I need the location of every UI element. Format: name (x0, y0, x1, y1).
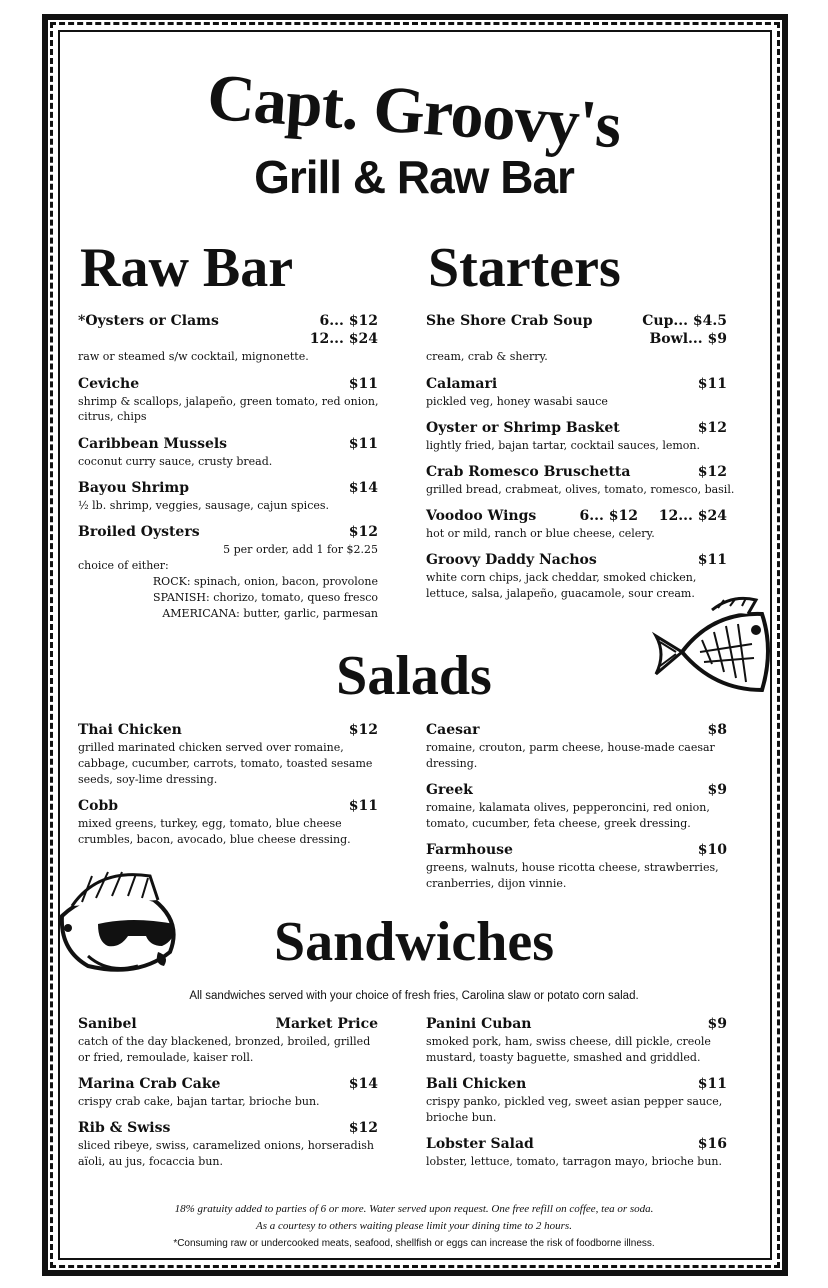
item-name: Cobb (78, 798, 119, 814)
item-description: lettuce, salsa, jalapeño, guacamole, sour cream. (426, 587, 695, 600)
item-name: Ceviche (78, 376, 140, 392)
item-description: catch of the day blackened, bronzed, broiled, grilled (78, 1035, 371, 1048)
item-name: Oyster or Shrimp Basket (426, 420, 620, 436)
item-description: grilled marinated chicken served over romaine, (78, 741, 344, 754)
item-option: ROCK: spinach, onion, bacon, provolone (152, 575, 378, 588)
item-name: Lobster Salad (426, 1136, 534, 1152)
item-price: $11 (697, 552, 727, 568)
item-description: romaine, crouton, parm cheese, house-made caesar (426, 741, 715, 754)
item-description: greens, walnuts, house ricotta cheese, strawberries, (426, 861, 719, 874)
item-price: $12 (697, 464, 727, 480)
item-price: $12 (348, 524, 378, 540)
item-description: lightly fried, bajan tartar, cocktail sauces, lemon. (426, 439, 700, 452)
item-name: Caesar (426, 722, 480, 738)
item-name: Broiled Oysters (78, 524, 200, 540)
item-description: mixed greens, turkey, egg, tomato, blue cheese (78, 817, 342, 830)
item-description: cabbage, cucumber, carrots, tomato, toasted sesame (78, 757, 373, 770)
item-description: brioche bun. (426, 1111, 497, 1124)
item-description: smoked pork, ham, swiss cheese, dill pickle, creole (426, 1035, 711, 1048)
item-price: $9 (707, 782, 727, 798)
item-price: 12... $24 (309, 331, 378, 347)
item-name: *Oysters or Clams (78, 313, 219, 329)
item-name: Voodoo Wings (426, 508, 537, 524)
item-name: Bali Chicken (426, 1076, 527, 1092)
salads-heading: Salads (336, 645, 492, 707)
item-price: Bowl... $9 (649, 331, 727, 347)
item-description: hot or mild, ranch or blue cheese, celery. (426, 527, 655, 540)
item-name: Thai Chicken (78, 722, 182, 738)
item-description: cream, crab & sherry. (426, 350, 548, 363)
item-description: choice of either: (78, 559, 169, 572)
item-name: Bayou Shrimp (78, 480, 190, 496)
item-name: Rib & Swiss (78, 1120, 171, 1136)
item-description: ½ lb. shrimp, veggies, sausage, cajun spices. (78, 499, 330, 512)
item-price: $11 (348, 376, 378, 392)
footer-dining-time-note: As a courtesy to others waiting please limit your dining time to 2 hours. (256, 1220, 572, 1232)
item-description: tomato, cucumber, feta cheese, greek dressing. (426, 817, 691, 830)
item-description: aïoli, au jus, focaccia bun. (78, 1155, 224, 1168)
item-price: $12 (348, 1120, 378, 1136)
item-description: white corn chips, jack cheddar, smoked chicken, (426, 571, 697, 584)
restaurant-subtitle: Grill & Raw Bar (254, 151, 574, 203)
item-name: Groovy Daddy Nachos (426, 552, 597, 568)
item-price: $10 (697, 842, 727, 858)
item-price: Cup... $4.5 (642, 313, 727, 329)
item-description: or fried, remoulade, kaiser roll. (78, 1051, 254, 1064)
item-description: lobster, lettuce, tomato, tarragon mayo, brioche bun. (426, 1155, 723, 1168)
item-description: pickled veg, honey wasabi sauce (426, 395, 608, 408)
item-price: $11 (348, 798, 378, 814)
item-description: seeds, soy-lime dressing. (78, 773, 218, 786)
item-price: $11 (697, 376, 727, 392)
item-price: 6... $12 (579, 508, 638, 524)
item-option: AMERICANA: butter, garlic, parmesan (162, 607, 378, 620)
footer-health-warning: *Consuming raw or undercooked meats, seafood, shellfish or eggs can increase the risk of foodborne illness. (173, 1238, 655, 1249)
item-price: $14 (348, 1076, 378, 1092)
item-description: romaine, kalamata olives, pepperoncini, red onion, (426, 801, 710, 814)
item-name: Farmhouse (426, 842, 513, 858)
item-description: raw or steamed s/w cocktail, mignonette. (78, 350, 309, 363)
sandwiches-heading: Sandwiches (273, 911, 555, 973)
item-description: mustard, toasty baguette, smashed and griddled. (426, 1051, 701, 1064)
item-name: Sanibel (78, 1016, 137, 1032)
raw-bar-heading: Raw Bar (80, 237, 294, 299)
item-price: $12 (697, 420, 727, 436)
item-description: grilled bread, crabmeat, olives, tomato, romesco, basil. (426, 483, 735, 496)
item-name: Crab Romesco Bruschetta (426, 464, 631, 480)
item-description: sliced ribeye, swiss, caramelized onions, horseradish (78, 1139, 374, 1152)
item-price: $12 (348, 722, 378, 738)
item-price: $14 (348, 480, 378, 496)
item-price-note: 5 per order, add 1 for $2.25 (223, 543, 378, 556)
item-price: $11 (348, 436, 378, 452)
item-description: citrus, chips (78, 410, 147, 423)
item-name: She Shore Crab Soup (426, 313, 593, 329)
item-price: $8 (707, 722, 727, 738)
item-description: crispy crab cake, bajan tartar, brioche bun. (78, 1095, 320, 1108)
item-price: Market Price (275, 1016, 378, 1032)
item-description: cranberries, dijon vinnie. (426, 877, 567, 890)
item-price: $11 (697, 1076, 727, 1092)
item-price: 6... $12 (319, 313, 378, 329)
item-description: dressing. (426, 757, 478, 770)
restaurant-name: Capt. Groovy's (205, 60, 623, 163)
item-description: crumbles, bacon, avocado, blue cheese dressing. (78, 833, 351, 846)
item-option: SPANISH: chorizo, tomato, queso fresco (153, 591, 378, 604)
item-name: Panini Cuban (426, 1016, 532, 1032)
item-price: $16 (697, 1136, 727, 1152)
starters-heading: Starters (428, 237, 621, 299)
item-price: $9 (707, 1016, 727, 1032)
item-name: Greek (426, 782, 473, 798)
item-name: Caribbean Mussels (78, 436, 228, 452)
item-price: 12... $24 (658, 508, 727, 524)
sandwiches-note: All sandwiches served with your choice of fresh fries, Carolina slaw or potato corn salad. (189, 990, 639, 1002)
item-name: Calamari (426, 376, 498, 392)
item-description: coconut curry sauce, crusty bread. (78, 455, 273, 468)
item-description: shrimp & scallops, jalapeño, green tomato, red onion, (78, 395, 379, 408)
item-description: crispy panko, pickled veg, sweet asian pepper sauce, (426, 1095, 723, 1108)
footer-gratuity-note: 18% gratuity added to parties of 6 or more. Water served upon request. One free refill on coffee, tea or soda. (174, 1203, 654, 1215)
item-name: Marina Crab Cake (78, 1076, 221, 1092)
